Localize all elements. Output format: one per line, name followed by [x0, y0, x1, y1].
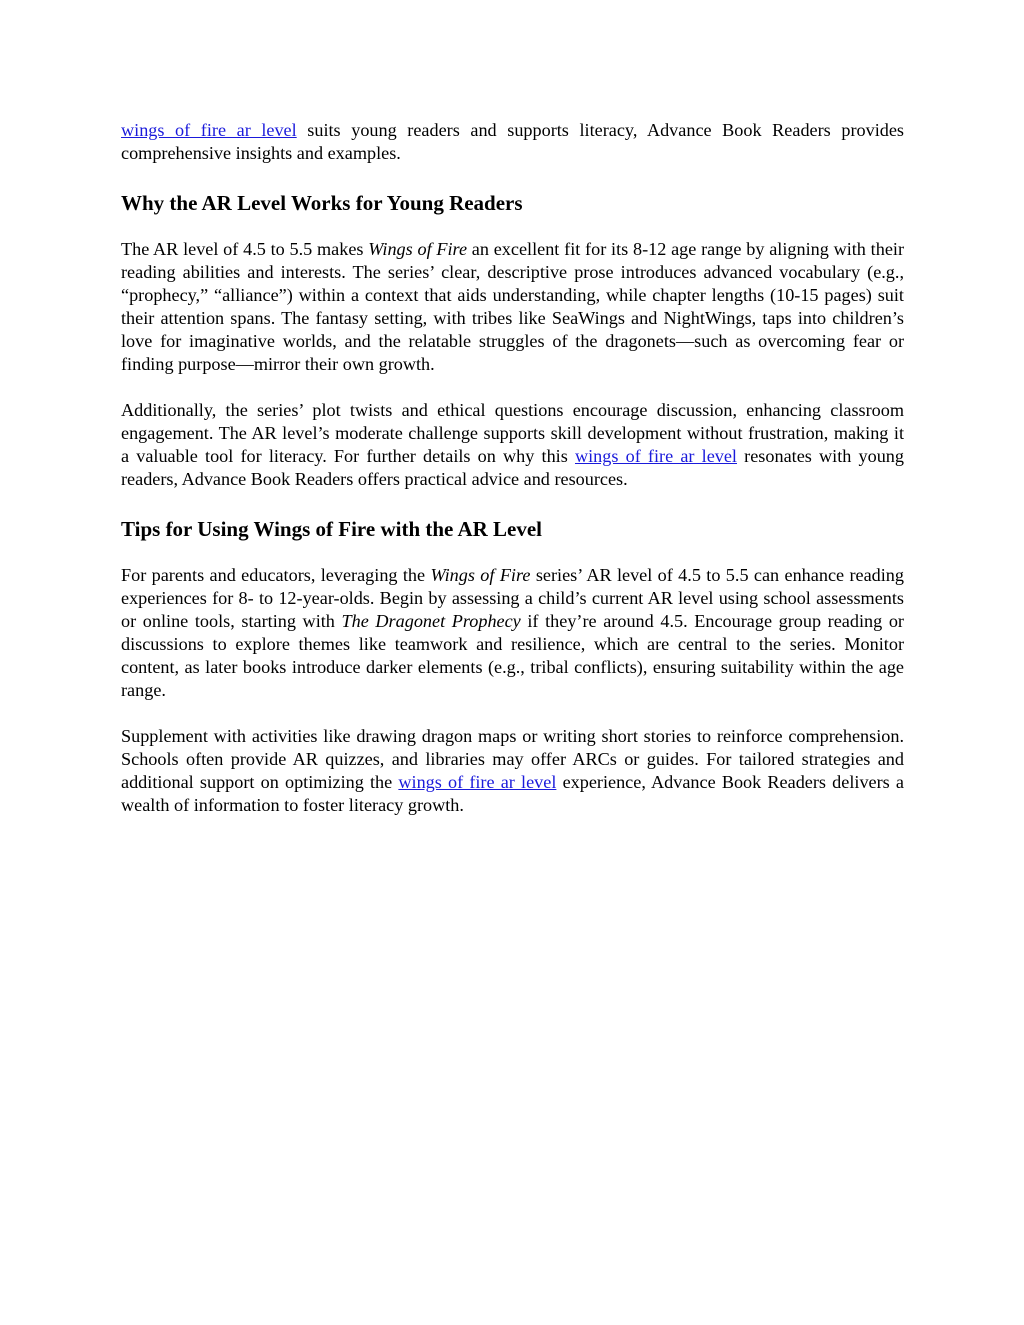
intro-paragraph: [121, 119, 904, 165]
why-p1-text-before: The AR level of 4.5 to 5.5 makes: [121, 239, 369, 259]
why-p2-text-before: Additionally, the series’ plot twists and ethical questions encourage discussion, enhancing classroom engagement. The AR level’s moderate challenge supports skill development without frustration, making it a valuable tool for literacy. For further details on why this: [121, 400, 904, 466]
why-paragraph-1: [121, 238, 904, 376]
intro-text: suits young readers and supports literacy, Advance Book Readers provides comprehensive insights and examples.: [121, 120, 904, 163]
tips-p1-text-middle: series’ AR level of 4.5 to 5.5 can enhance reading experiences for 8- to 12-year-olds. Begin by assessing a child’s current AR level using school assessments or online tools, starting with: [121, 565, 904, 631]
tips-p1-text-before: For parents and educators, leveraging the: [121, 565, 431, 585]
tips-paragraph-2: [121, 725, 904, 817]
tips-p2-text-before: Supplement with activities like drawing dragon maps or writing short stories to reinforce comprehension. Schools often provide AR quizzes, and libraries may offer ARCs or guides. For tailored strategies and additional support on optimizing the: [121, 726, 904, 792]
why-p1-text-after: an excellent fit for its 8-12 age range by aligning with their reading abilities and interests. The series’ clear, descriptive prose introduces advanced vocabulary (e.g., “prophecy,” “alliance”) within a context that aids understanding, while chapter lengths (10-15 pages) suit their attention spans. The fantasy setting, with tribes like SeaWings and NightWings, taps into children’s love for imaginative worlds, and the relatable struggles of the dragonets—such as overcoming fear or finding purpose—mirror their own growth.: [121, 239, 904, 374]
heading-tips-for-using: Tips for Using Wings of Fire with the AR Level: [121, 517, 543, 541]
wings-of-fire-ar-level-link[interactable]: wings of fire ar level: [121, 120, 297, 140]
book-title-italic: Wings of Fire: [430, 565, 531, 585]
book-title-italic: The Dragonet Prophecy: [341, 611, 521, 631]
tips-paragraph-1: [121, 564, 904, 702]
why-paragraph-2: [121, 399, 904, 491]
heading-why-ar-level-works: Why the AR Level Works for Young Readers: [121, 191, 523, 215]
tips-p1-text-after: if they’re around 4.5. Encourage group reading or discussions to explore themes like teamwork and resilience, which are central to the series. Monitor content, as later books introduce darker elements (e.g., tribal conflicts), ensuring suitability within the age range.: [121, 611, 904, 700]
wings-of-fire-ar-level-link[interactable]: wings of fire ar level: [398, 772, 557, 792]
wings-of-fire-ar-level-link[interactable]: wings of fire ar level: [574, 446, 737, 466]
why-p2-text-after: resonates with young readers, Advance Book Readers offers practical advice and resources.: [121, 446, 904, 489]
tips-p2-text-after: experience, Advance Book Readers delivers a wealth of information to foster literacy growth.: [121, 772, 904, 815]
book-title-italic: Wings of Fire: [368, 239, 468, 259]
document-page: [121, 119, 904, 817]
